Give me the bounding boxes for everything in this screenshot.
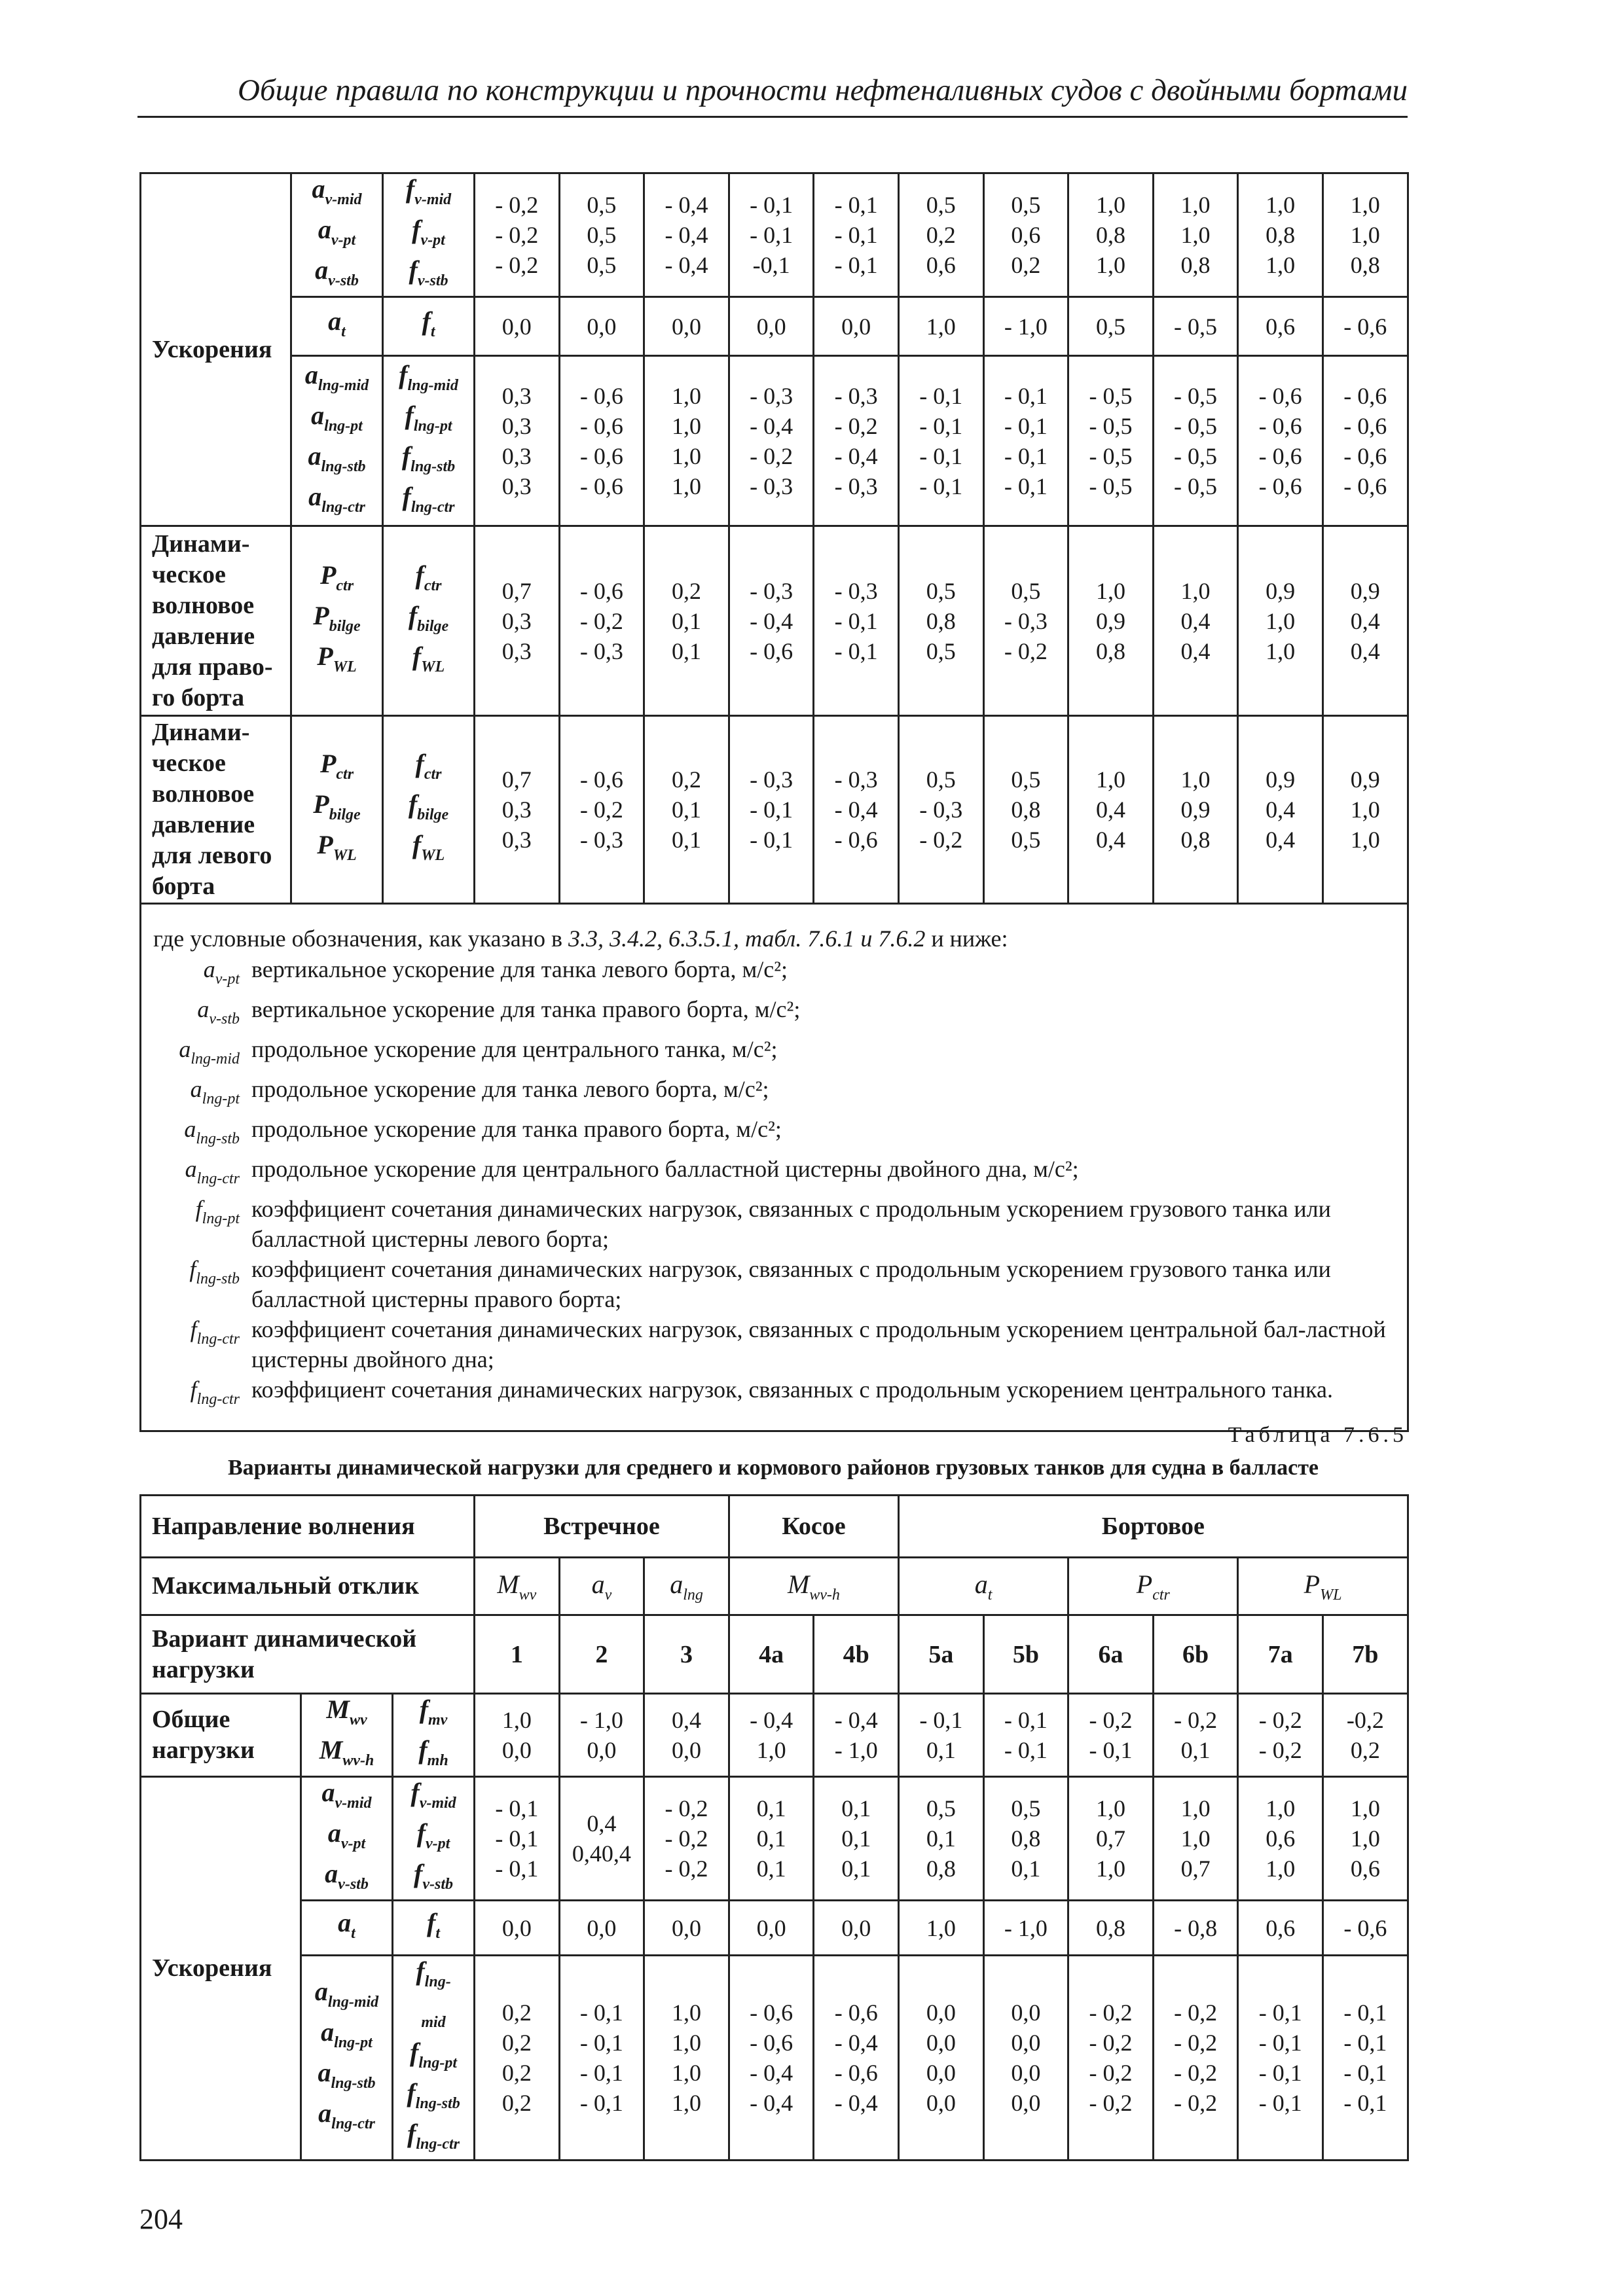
value-cell: 0,0 [475, 1901, 560, 1956]
symbol-cell: $a_t$ [291, 297, 383, 356]
table-caption-number: Таблица 7.6.5 [1228, 1423, 1408, 1447]
value-cell: 0,5 - 0,3 - 0,2 [983, 526, 1068, 716]
value-cell: 0,8 [1068, 1901, 1154, 1956]
value-cell: - 0,2 - 0,2 - 0,2 - 0,2 [1068, 1956, 1154, 2161]
legend-symbol: $f_{lng-pt}$ [195, 1196, 240, 1227]
legend-description: коэффициент сочетания динамических нагрузок, связанных с продольным ускорением центральной бал-ластной цистерны двойного дна; [251, 1316, 1386, 1372]
value-cell: 0,6 [1238, 297, 1323, 356]
value-cell: 1,0 1,0 1,0 1,0 [644, 1956, 729, 2161]
symbol-cell: $P_{ctr}$ $P_{bilge}$ $P_{WL}$ [291, 716, 383, 904]
value-cell: - 0,6 - 0,2 - 0,3 [559, 716, 644, 904]
value-cell: - 0,1 - 0,1 - 0,1 - 0,1 [1238, 1956, 1323, 2161]
value-cell: - 0,3 - 0,1 - 0,1 [814, 526, 899, 716]
symbol-cell: $f_t$ [393, 1901, 475, 1956]
value-cell: - 0,5 - 0,5 - 0,5 - 0,5 [1068, 356, 1154, 526]
row-label-pressure-right: Динами- ческое волновое давление для право- го борта [141, 526, 291, 716]
value-cell: - 0,5 - 0,5 - 0,5 - 0,5 [1153, 356, 1238, 526]
response-cell: $a_v$ [559, 1558, 644, 1615]
symbol-cell: $M_{wv}$ $M_{wv-h}$ [301, 1694, 393, 1777]
header-load-case: Вариант динамической нагрузки [141, 1615, 475, 1694]
value-cell: 1,0 1,0 0,6 [1323, 1777, 1408, 1901]
symbol-cell: $a_{lng-mid}$ $a_{lng-pt}$ $a_{lng-stb}$ $a_{lng-ctr}$ [301, 1956, 393, 2161]
value-cell: - 0,3 - 0,4 - 0,6 [814, 716, 899, 904]
legend-item [153, 1034, 1395, 1074]
legend-item [153, 1374, 1395, 1414]
value-cell: - 0,3 - 0,2 - 0,4 - 0,3 [814, 356, 899, 526]
table-row [141, 904, 1408, 1431]
value-cell: - 0,8 [1153, 1901, 1238, 1956]
value-cell: - 0,3 - 0,4 - 0,2 - 0,3 [729, 356, 814, 526]
value-cell: 0,9 1,0 1,0 [1238, 526, 1323, 716]
legend-item [153, 1074, 1395, 1114]
value-cell: 1,0 1,0 0,8 [1322, 173, 1408, 297]
value-cell: 1,0 1,0 0,8 [1153, 173, 1238, 297]
header-head-sea: Встречное [475, 1496, 729, 1558]
value-cell: 1,0 0,4 0,4 [1153, 526, 1238, 716]
symbol-cell: $P_{ctr}$ $P_{bilge}$ $P_{WL}$ [291, 526, 383, 716]
value-cell: 0,5 [1068, 297, 1154, 356]
value-cell: -0,2 0,2 [1323, 1694, 1408, 1777]
value-cell: 1,0 1,0 0,7 [1153, 1777, 1238, 1901]
legend-item [153, 954, 1395, 994]
value-cell: 0,0 [559, 297, 644, 356]
row-label-accelerations: Ускорения [141, 1777, 301, 2161]
symbol-cell: $a_t$ [301, 1901, 393, 1956]
header-beam-sea: Бортовое [899, 1496, 1408, 1558]
value-cell: - 1,0 [983, 297, 1068, 356]
value-cell: - 0,6 - 0,6 - 0,6 - 0,6 [1238, 356, 1323, 526]
value-cell: 0,7 0,3 0,3 [475, 716, 560, 904]
table-row [141, 1901, 1408, 1956]
value-cell: - 0,6 [1322, 297, 1408, 356]
case-cell: 4b [814, 1615, 899, 1694]
value-cell: - 0,6 - 0,6 - 0,6 - 0,6 [559, 356, 644, 526]
legend-list [153, 954, 1395, 1414]
value-cell: 0,0 [475, 297, 560, 356]
value-cell: - 0,6 - 0,6 - 0,4 - 0,4 [729, 1956, 814, 2161]
value-cell: 1,0 0,8 1,0 [1238, 173, 1323, 297]
legend-item [153, 1314, 1395, 1374]
case-cell: 6a [1068, 1615, 1154, 1694]
value-cell: 0,5 0,2 0,6 [898, 173, 983, 297]
value-cell: 0,7 0,3 0,3 [475, 526, 560, 716]
value-cell: - 0,6 - 0,6 - 0,6 - 0,6 [1322, 356, 1408, 526]
value-cell: 1,0 [899, 1901, 984, 1956]
symbol-cell: $a_{lng-mid}$ $a_{lng-pt}$ $a_{lng-stb}$ $a_{lng-ctr}$ [291, 356, 383, 526]
response-cell: $P_{ctr}$ [1068, 1558, 1238, 1615]
value-cell: - 0,1 - 0,1 - 0,1 - 0,1 [559, 1956, 644, 2161]
header-max-response: Максимальный отклик [141, 1558, 475, 1615]
legend-item [153, 1154, 1395, 1194]
legend-description: коэффициент сочетания динамических нагрузок, связанных с продольным ускорением центрального танка. [251, 1376, 1333, 1403]
value-cell: 0,5 0,8 0,5 [983, 716, 1068, 904]
value-cell: 1,0 0,7 1,0 [1068, 1777, 1154, 1901]
row-label-global-loads: Общие нагрузки [141, 1694, 301, 1777]
header-rule [137, 116, 1408, 118]
value-cell: - 1,0 [983, 1901, 1068, 1956]
symbol-cell: $f_{ctr}$ $f_{bilge}$ $f_{WL}$ [383, 526, 475, 716]
response-cell: $a_{lng}$ [644, 1558, 729, 1615]
value-cell: - 0,2 - 0,2 - 0,2 [644, 1777, 729, 1901]
value-cell: - 0,1 - 0,1 - 0,1 - 0,1 [1323, 1956, 1408, 2161]
value-cell: 0,5 0,5 0,5 [559, 173, 644, 297]
case-cell: 5b [983, 1615, 1068, 1694]
value-cell: - 1,0 0,0 [559, 1694, 644, 1777]
case-cell: 4a [729, 1615, 814, 1694]
value-cell: 0,5 0,8 0,1 [983, 1777, 1068, 1901]
legend-description: продольное ускорение для центрального танка, м/с²; [251, 1036, 778, 1062]
legend-description: коэффициент сочетания динамических нагрузок, связанных с продольным ускорением грузового танка или балластной цистерны левого борта; [251, 1196, 1331, 1252]
value-cell: - 0,2 0,1 [1153, 1694, 1238, 1777]
load-case-table-continued [139, 172, 1409, 1432]
legend-description: вертикальное ускорение для танка левого борта, м/с²; [251, 956, 788, 982]
value-cell: 0,9 1,0 1,0 [1322, 716, 1408, 904]
legend-symbol: $a_{v-stb}$ [197, 996, 240, 1028]
value-cell: 1,0 0,9 0,8 [1068, 526, 1154, 716]
case-cell: 3 [644, 1615, 729, 1694]
legend-symbol: $a_{lng-stb}$ [184, 1116, 240, 1147]
value-cell: - 0,1 - 0,1 - 0,1 [814, 173, 899, 297]
value-cell: - 0,2 - 0,2 - 0,2 [475, 173, 560, 297]
header-oblique-sea: Косое [729, 1496, 898, 1558]
case-cell: 1 [475, 1615, 560, 1694]
table-row [141, 1777, 1408, 1901]
value-cell: - 0,3 - 0,1 - 0,1 [729, 716, 814, 904]
value-cell: - 0,2 - 0,2 [1238, 1694, 1323, 1777]
legend-item [153, 994, 1395, 1034]
value-cell: 0,2 0,2 0,2 0,2 [475, 1956, 560, 2161]
value-cell: 0,2 0,1 0,1 [644, 716, 729, 904]
value-cell: 1,0 0,6 1,0 [1238, 1777, 1323, 1901]
row-label-accelerations: Ускорения [141, 173, 291, 526]
table-row [141, 1956, 1408, 2161]
case-cell: 6b [1153, 1615, 1238, 1694]
value-cell: - 0,1 - 0,1 - 0,1 [475, 1777, 560, 1901]
value-cell: 0,1 0,1 0,1 [729, 1777, 814, 1901]
value-cell: 0,0 [729, 297, 814, 356]
legend-item [153, 1114, 1395, 1154]
value-cell: 0,0 [559, 1901, 644, 1956]
value-cell: 0,0 0,0 0,0 0,0 [899, 1956, 984, 2161]
response-cell: $a_t$ [899, 1558, 1068, 1615]
header-wave-direction: Направление волнения [141, 1496, 475, 1558]
row-label-pressure-left: Динами- ческое волновое давление для левого борта [141, 716, 291, 904]
value-cell: - 0,4 1,0 [729, 1694, 814, 1777]
value-cell: 0,9 0,4 0,4 [1322, 526, 1408, 716]
legend-symbol: $f_{lng-ctr}$ [190, 1316, 240, 1348]
symbol-cell: $a_{v-mid}$ $a_{v-pt}$ $a_{v-stb}$ [291, 173, 383, 297]
value-cell: - 0,6 [1323, 1901, 1408, 1956]
symbol-cell: $f_{v-mid}$ $f_{v-pt}$ $f_{v-stb}$ [393, 1777, 475, 1901]
response-cell: $P_{WL}$ [1238, 1558, 1408, 1615]
value-cell: 0,0 [729, 1901, 814, 1956]
legend-symbol: $a_{v-pt}$ [203, 956, 240, 988]
value-cell: - 0,1 0,1 [899, 1694, 984, 1777]
value-cell: - 0,1 - 0,1 - 0,1 - 0,1 [983, 356, 1068, 526]
case-cell: 7b [1323, 1615, 1408, 1694]
value-cell: 0,2 0,1 0,1 [644, 526, 729, 716]
legend-item [153, 1254, 1395, 1314]
legend-intro: где условные обозначения, как указано в 3.3, 3.4.2, 6.3.5.1, табл. 7.6.1 и 7.6.2 и ниже: [153, 925, 1008, 952]
response-cell: $M_{wv}$ [475, 1558, 560, 1615]
case-cell: 7a [1238, 1615, 1323, 1694]
value-cell: 0,5 0,1 0,8 [899, 1777, 984, 1901]
value-cell: - 0,2 - 0,1 [1068, 1694, 1154, 1777]
value-cell: 0,4 0,40,4 [559, 1777, 644, 1901]
value-cell: - 0,1 - 0,1 [983, 1694, 1068, 1777]
legend-description: продольное ускорение для танка правого борта, м/с²; [251, 1116, 782, 1142]
value-cell: - 0,3 - 0,4 - 0,6 [729, 526, 814, 716]
value-cell: 0,0 [644, 297, 729, 356]
table-row [141, 297, 1408, 356]
legend-symbol: $f_{lng-ctr}$ [190, 1376, 240, 1408]
value-cell: 0,4 0,0 [644, 1694, 729, 1777]
legend-description: вертикальное ускорение для танка правого борта, м/с²; [251, 996, 801, 1022]
legend-description: коэффициент сочетания динамических нагрузок, связанных с продольным ускорением грузового танка или балластной цистерны правого борта; [251, 1256, 1331, 1312]
value-cell: 1,0 0,8 1,0 [1068, 173, 1154, 297]
value-cell: - 0,4 - 0,4 - 0,4 [644, 173, 729, 297]
legend-description: продольное ускорение для танка левого борта, м/с²; [251, 1076, 769, 1102]
value-cell: 1,0 0,9 0,8 [1153, 716, 1238, 904]
table-row [141, 526, 1408, 716]
value-cell: 0,5 - 0,3 - 0,2 [898, 716, 983, 904]
value-cell: 0,1 0,1 0,1 [814, 1777, 899, 1901]
table-row [141, 1496, 1408, 1558]
legend-symbol: $f_{lng-stb}$ [189, 1256, 240, 1287]
legend-symbol: $a_{lng-pt}$ [190, 1076, 240, 1107]
legend-symbol: $a_{lng-ctr}$ [185, 1156, 240, 1187]
table-row [141, 1558, 1408, 1615]
symbol-cell: $f_{lng-mid}$ $f_{lng-pt}$ $f_{lng-stb}$ $f_{lng-ctr}$ [383, 356, 475, 526]
value-cell: 0,5 0,6 0,2 [983, 173, 1068, 297]
case-cell: 5a [899, 1615, 984, 1694]
legend-description: продольное ускорение для центрального балластной цистерны двойного дна, м/с²; [251, 1156, 1079, 1182]
value-cell: 0,6 [1238, 1901, 1323, 1956]
table-row [141, 716, 1408, 904]
value-cell: - 0,1 - 0,1 -0,1 [729, 173, 814, 297]
value-cell: 0,9 0,4 0,4 [1238, 716, 1323, 904]
value-cell: 0,0 [644, 1901, 729, 1956]
symbol-cell: $f_{ctr}$ $f_{bilge}$ $f_{WL}$ [383, 716, 475, 904]
value-cell: - 0,4 - 1,0 [814, 1694, 899, 1777]
response-cell: $M_{wv-h}$ [729, 1558, 898, 1615]
value-cell: 0,3 0,3 0,3 0,3 [475, 356, 560, 526]
symbol-cell: $f_{v-mid}$ $f_{v-pt}$ $f_{v-stb}$ [383, 173, 475, 297]
value-cell: - 0,1 - 0,1 - 0,1 - 0,1 [898, 356, 983, 526]
symbol-cell: $f_t$ [383, 297, 475, 356]
value-cell: - 0,5 [1153, 297, 1238, 356]
value-cell: 1,0 0,4 0,4 [1068, 716, 1154, 904]
table-caption-title: Варианты динамической нагрузки для среднего и кормового районов грузовых танков для судна в балласте [227, 1456, 1319, 1480]
running-header: Общие правила по конструкции и прочности нефтеналивных судов с двойными бортами [238, 73, 1408, 107]
legend-cell [141, 904, 1408, 1431]
symbol-cell: $f_{lng-}$ $_{mid}$ $f_{lng-pt}$ $f_{lng-stb}$ $f_{lng-ctr}$ [393, 1956, 475, 2161]
table-row [141, 1694, 1408, 1777]
value-cell: 0,0 [814, 297, 899, 356]
value-cell: - 0,2 - 0,2 - 0,2 - 0,2 [1153, 1956, 1238, 2161]
page-number: 204 [139, 2203, 183, 2235]
legend-item [153, 1194, 1395, 1254]
table-row [141, 1615, 1408, 1694]
value-cell: 1,0 0,0 [475, 1694, 560, 1777]
table-row [141, 356, 1408, 526]
symbol-cell: $a_{v-mid}$ $a_{v-pt}$ $a_{v-stb}$ [301, 1777, 393, 1901]
load-case-table-7-6-5 [139, 1494, 1409, 2161]
table-row [141, 173, 1408, 297]
value-cell: 1,0 1,0 1,0 1,0 [644, 356, 729, 526]
symbol-cell: $f_{mv}$ $f_{mh}$ [393, 1694, 475, 1777]
case-cell: 2 [559, 1615, 644, 1694]
value-cell: 1,0 [898, 297, 983, 356]
value-cell: - 0,6 - 0,4 - 0,6 - 0,4 [814, 1956, 899, 2161]
value-cell: 0,0 [814, 1901, 899, 1956]
value-cell: - 0,6 - 0,2 - 0,3 [559, 526, 644, 716]
value-cell: 0,5 0,8 0,5 [898, 526, 983, 716]
value-cell: 0,0 0,0 0,0 0,0 [983, 1956, 1068, 2161]
legend-symbol: $a_{lng-mid}$ [179, 1036, 240, 1067]
